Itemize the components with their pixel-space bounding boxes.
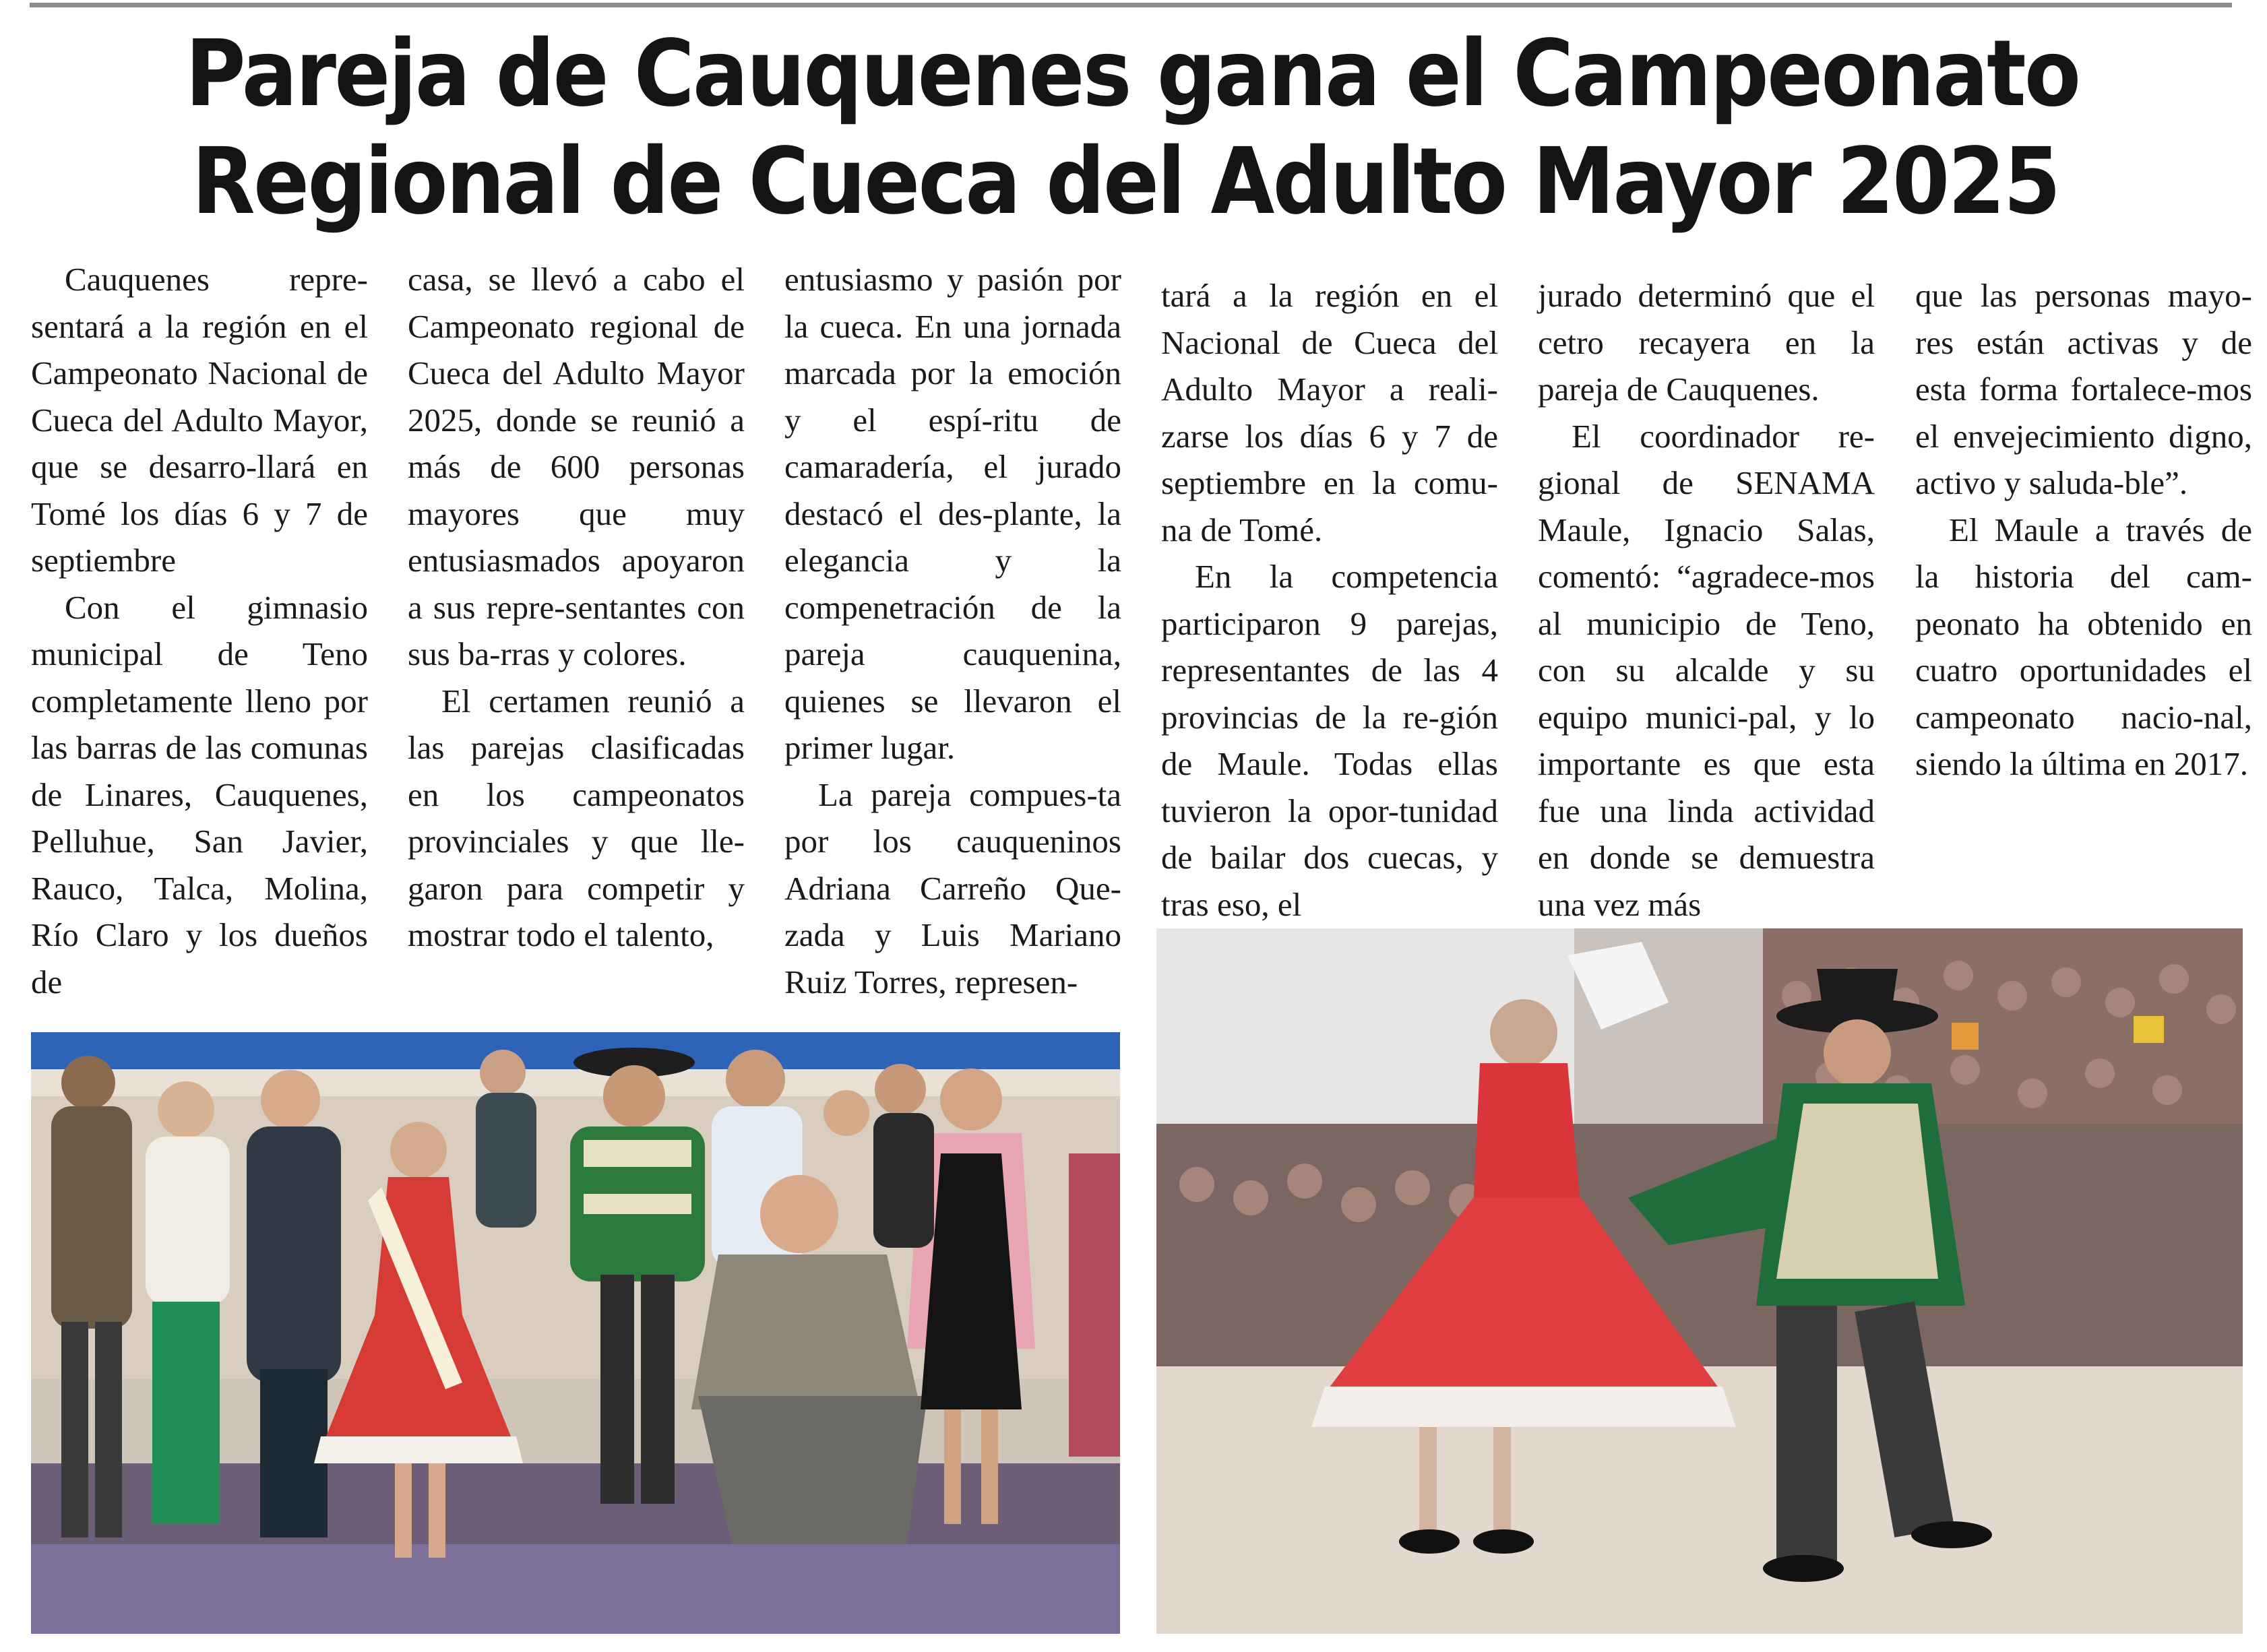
paragraph: Con el gimnasio municipal de Teno completamente lleno por las barras de las comunas de Linares, Cauquenes, Pelluhue, San Javier, Rauco, Talca, Molina, Río Claro y los dueños de	[31, 588, 368, 1000]
paragraph: tará a la región en el Nacional de Cueca del Adulto Mayor a reali-zarse los días 6 y 7 de septiembre en la comu-na de Tomé.	[1161, 277, 1498, 548]
paragraph: que las personas mayo-res están activas y de esta forma fortalece-mos el envejecimiento digno, activo y saluda-ble”.	[1915, 277, 2252, 501]
top-rule	[30, 3, 2232, 7]
headline-line-1: Pareja de Cauquenes gana el Campeonato	[185, 21, 2080, 127]
headline-line-2: Regional de Cueca del Adulto Mayor 2025	[191, 129, 2059, 235]
cueca-dance-photo	[1156, 928, 2243, 1634]
paragraph: En la competencia participaron 9 parejas, representantes de las 4 provincias de la re-gión de Maule. Todas ellas tuvieron la opor-tunidad de bailar dos cuecas, y tras eso, el	[1161, 558, 1498, 923]
article-column-5	[1538, 272, 1875, 928]
headline	[185, 20, 2080, 236]
paragraph: jurado determinó que el cetro recayera en la pareja de Cauquenes.	[1538, 277, 1875, 408]
article-column-2	[408, 256, 745, 959]
paragraph: El Maule a través de la historia del cam-peonato ha obtenido en cuatro oportunidades el campeonato nacio-nal, siendo la última en 2017.	[1915, 511, 2252, 782]
paragraph: La pareja compues-ta por los cauqueninos Adriana Carreño Que-zada y Luis Mariano Ruiz Torres, represen-	[784, 775, 1121, 1000]
paragraph: entusiasmo y pasión por la cueca. En una jornada marcada por la emoción y el espí-ritu de camaradería, el jurado destacó el des-plante, la elegancia y la compenetración de la pareja cauquenina, quienes se llevaron el primer lugar.	[784, 261, 1121, 766]
cueca-dance-illustration	[1156, 928, 2243, 1634]
article-column-1	[31, 256, 368, 1005]
article-column-4	[1161, 272, 1498, 928]
article-column-6	[1915, 272, 2252, 788]
paragraph: El coordinador re-gional de SENAMA Maule, Ignacio Salas, comentó: “agradece-mos al municipio de Teno, con su alcalde y su equipo munici-pal, y lo importante es que esta fue una linda actividad en donde se demuestra una vez más	[1538, 417, 1875, 923]
article-column-3	[784, 256, 1121, 1005]
award-group-photo	[31, 1032, 1120, 1634]
award-group-illustration	[31, 1032, 1120, 1634]
paragraph: El certamen reunió a las parejas clasificadas en los campeonatos provinciales y que lle-garon para competir y mostrar todo el talento,	[408, 682, 745, 953]
paragraph: casa, se llevó a cabo el Campeonato regional de Cueca del Adulto Mayor 2025, donde se reunió a más de 600 personas mayores que muy entusiasmados apoyaron a sus repre-sentantes con sus ba-rras y colores.	[408, 261, 745, 672]
paragraph: Cauquenes repre-sentará a la región en el Campeonato Nacional de Cueca del Adulto Mayor, que se desarro-llará en Tomé los días 6 y 7 de septiembre	[31, 261, 368, 579]
